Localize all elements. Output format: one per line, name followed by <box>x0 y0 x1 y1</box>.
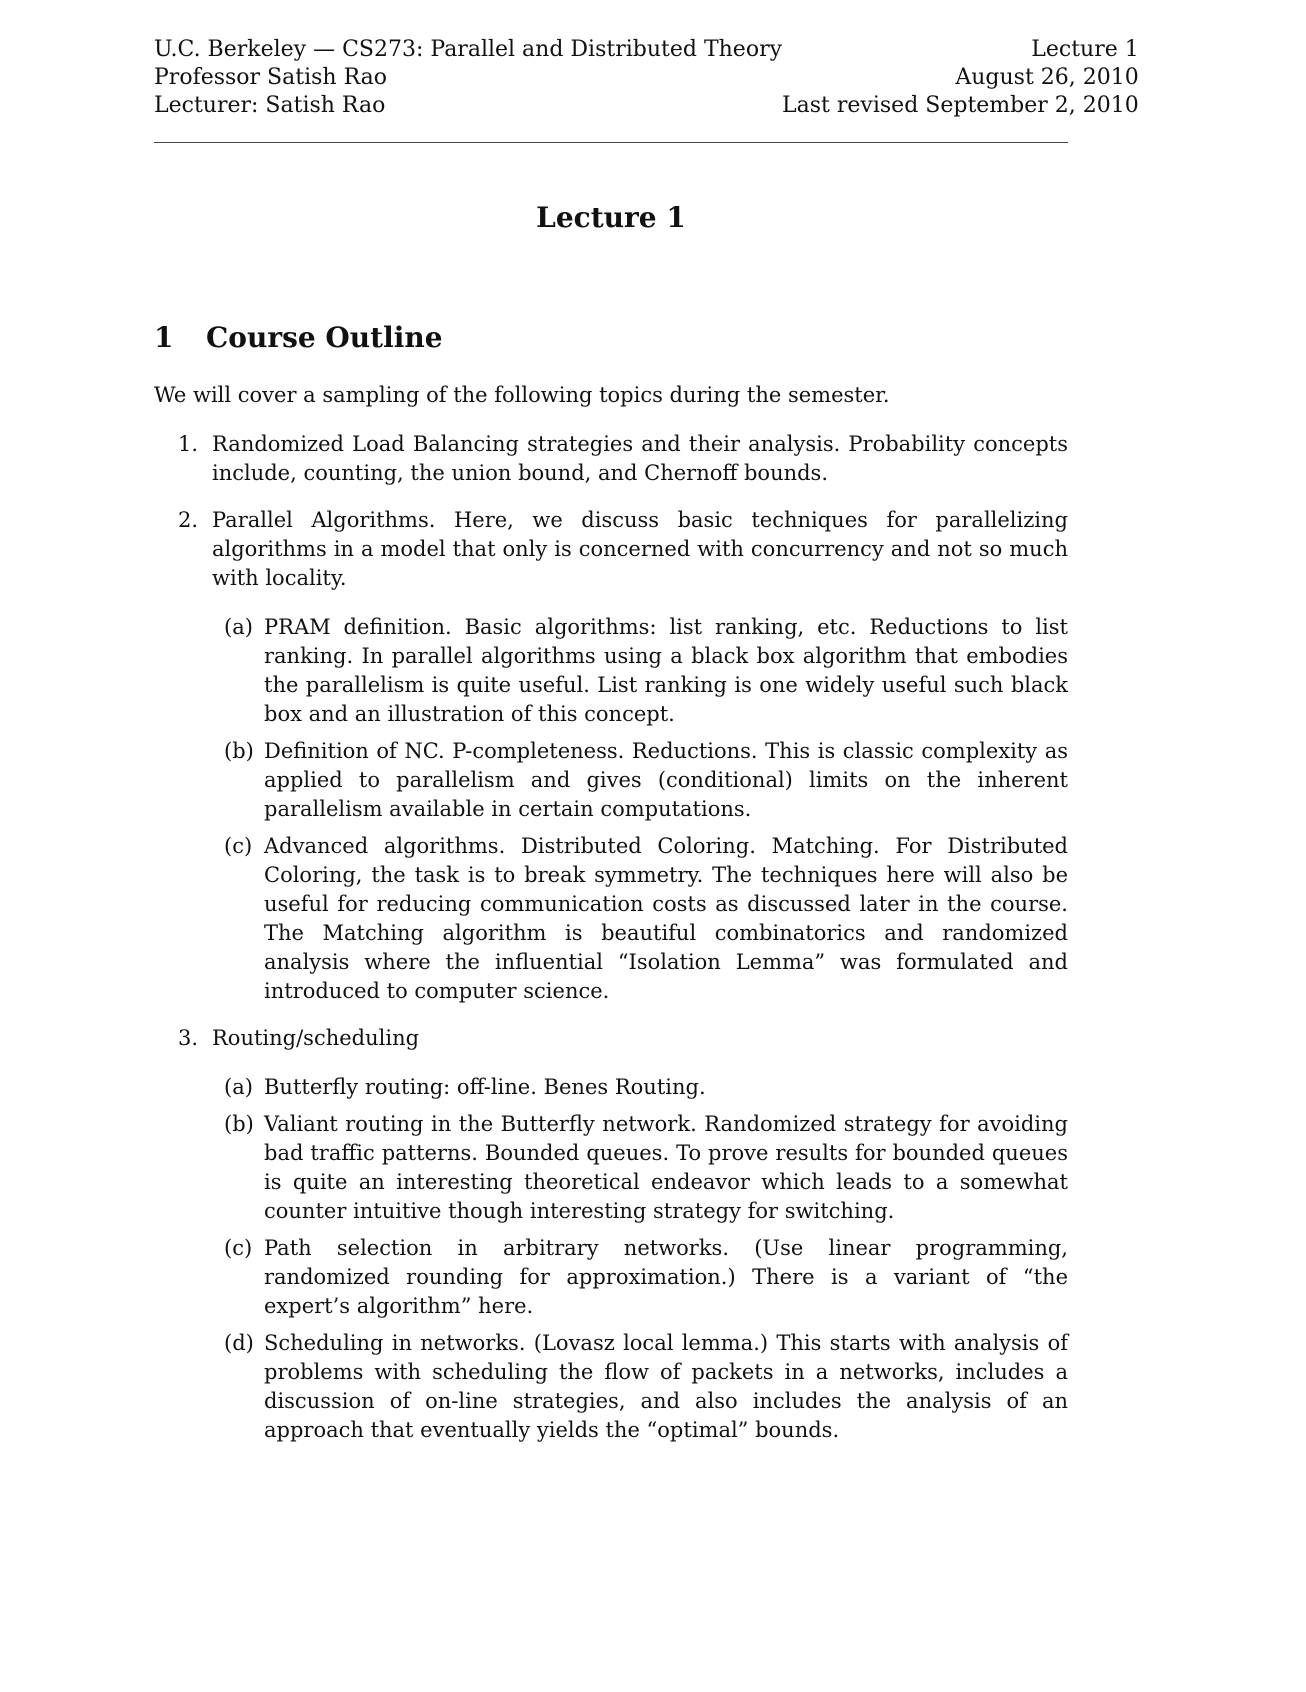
sub-list-item <box>212 1110 1068 1226</box>
sub-list-item-text: Valiant routing in the Butterfly network. Randomized strategy for avoiding bad traffic patterns. Bounded queues. To prove results for bounded queues is quite an interesting theoretical endeavor which leads to a somewhat counter intuitive though interesting strategy for switching. <box>264 1112 1068 1223</box>
header-professor: Professor Satish Rao <box>154 65 388 90</box>
header-rule <box>154 142 1068 143</box>
list-marker: 1. <box>178 432 199 456</box>
list-item-text: Parallel Algorithms. Here, we discuss basic techniques for parallelizing algorithms in a model that only is concerned with concurrency and not so much with locality. <box>212 508 1068 590</box>
document-title: Lecture 1 <box>536 201 686 234</box>
section-heading <box>154 321 1068 355</box>
sub-list-item <box>212 1234 1068 1321</box>
sub-list-item <box>212 832 1068 1006</box>
sub-list-item-text: Scheduling in networks. (Lovasz local lemma.) This starts with analysis of problems with scheduling the flow of packets in a networks, includes a discussion of on-line strategies, and also includes the analysis of an approach that eventually yields the “optimal” bounds. <box>264 1331 1068 1442</box>
list-item <box>154 1024 1068 1445</box>
sub-list <box>212 1073 1068 1445</box>
sub-list-marker: (c) <box>224 834 253 858</box>
sub-list-item-text: Definition of NC. P-completeness. Reductions. This is classic complexity as applied to parallelism and gives (conditional) limits on the inherent parallelism available in certain computations. <box>264 739 1068 821</box>
topic-list <box>154 430 1068 1445</box>
header-date: August 26, 2010 <box>955 65 1139 90</box>
sub-list-item-text: Path selection in arbitrary networks. (Use linear programming, randomized rounding for approximation.) There is a variant of “the expert’s algorithm” here. <box>264 1236 1068 1318</box>
list-item <box>154 430 1068 488</box>
header-left <box>154 36 782 120</box>
header-lecture-number: Lecture 1 <box>1031 37 1139 62</box>
header-right <box>782 36 1139 120</box>
sub-list-marker: (a) <box>224 1075 253 1099</box>
sub-list-item-text: Advanced algorithms. Distributed Coloring. Matching. For Distributed Coloring, the task is to break symmetry. The techniques here will also be useful for reducing communication costs as discussed later in the course. The Matching algorithm is beautiful combinatorics and randomized analysis where the influential “Isolation Lemma” was formulated and introduced to computer science. <box>264 834 1068 1003</box>
page-header <box>154 36 1139 120</box>
document-page <box>154 36 1139 1463</box>
sub-list-marker: (c) <box>224 1236 253 1260</box>
section-title: Course Outline <box>206 321 443 354</box>
sub-list-item <box>212 1329 1068 1445</box>
sub-list-item-text: PRAM definition. Basic algorithms: list ranking, etc. Reductions to list ranking. In parallel algorithms using a black box algorithm that embodies the parallelism is quite useful. List ranking is one widely useful such black box and an illustration of this concept. <box>264 615 1068 726</box>
header-lecturer: Lecturer: Satish Rao <box>154 93 386 118</box>
list-item-text: Routing/scheduling <box>212 1026 420 1050</box>
sub-list <box>212 613 1068 1006</box>
sub-list-marker: (d) <box>224 1331 254 1355</box>
sub-list-item <box>212 1073 1068 1102</box>
sub-list-marker: (b) <box>224 1112 254 1136</box>
sub-list-item <box>212 737 1068 824</box>
section-number: 1 <box>154 321 174 354</box>
list-item <box>154 506 1068 1006</box>
list-item-text: Randomized Load Balancing strategies and their analysis. Probability concepts include, counting, the union bound, and Chernoff bounds. <box>212 432 1068 485</box>
intro-paragraph: We will cover a sampling of the following topics during the semester. <box>154 383 890 407</box>
header-course: U.C. Berkeley — CS273: Parallel and Distributed Theory <box>154 37 783 62</box>
sub-list-marker: (a) <box>224 615 253 639</box>
list-marker: 3. <box>178 1026 199 1050</box>
header-revised: Last revised September 2, 2010 <box>782 93 1139 118</box>
sub-list-marker: (b) <box>224 739 254 763</box>
sub-list-item <box>212 613 1068 729</box>
sub-list-item-text: Butterfly routing: off-line. Benes Routing. <box>264 1075 706 1099</box>
list-marker: 2. <box>178 508 199 532</box>
